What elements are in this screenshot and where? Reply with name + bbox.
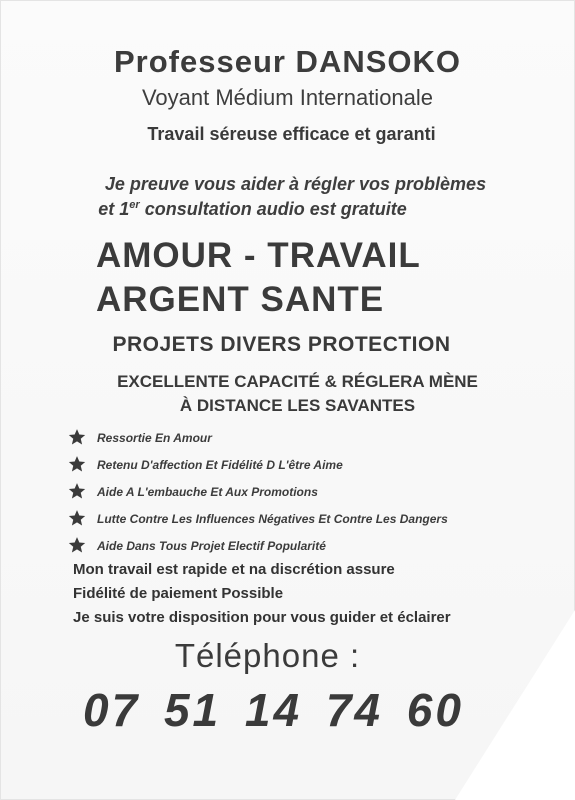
flyer-title: Professeur DANSOKO bbox=[113, 44, 462, 79]
domains-line-1: AMOUR - TRAVAIL bbox=[96, 236, 421, 275]
star-icon bbox=[68, 509, 86, 527]
star-icon bbox=[68, 428, 86, 446]
benefits-list bbox=[68, 428, 548, 563]
capacity-line-2: À DISTANCE LES SAVANTES bbox=[179, 396, 416, 415]
intro-line-1: Je preuve vous aider à régler vos problèmes bbox=[104, 174, 487, 194]
list-item bbox=[68, 482, 548, 509]
capacity-line-1: EXCELLENTE CAPACITÉ & RÉGLERA MÈNE bbox=[117, 372, 478, 391]
intro-line-2-suffix: consultation audio est gratuite bbox=[139, 199, 407, 219]
list-item bbox=[68, 428, 548, 455]
folded-corner bbox=[455, 610, 575, 800]
intro-line-2 bbox=[0, 199, 540, 220]
star-icon bbox=[68, 536, 86, 554]
list-item bbox=[68, 536, 548, 563]
star-icon bbox=[68, 482, 86, 500]
list-item bbox=[68, 509, 548, 536]
intro-line-2-prefix: et 1 bbox=[98, 199, 130, 219]
domains-line-2: ARGENT SANTE bbox=[96, 280, 385, 319]
benefit-label: Ressortie En Amour bbox=[97, 431, 212, 445]
list-item bbox=[68, 455, 548, 482]
benefit-label: Aide A L'embauche Et Aux Promotions bbox=[97, 485, 318, 499]
star-icon bbox=[68, 455, 86, 473]
flyer-subtitle: Voyant Médium Internationale bbox=[141, 85, 434, 110]
phone-number: 07 51 14 74 60 bbox=[83, 684, 464, 736]
phone-label: Téléphone : bbox=[174, 637, 361, 674]
closing-line-1: Mon travail est rapide et na discrétion assure bbox=[73, 561, 395, 578]
intro-line-2-sup: er bbox=[129, 199, 140, 211]
projects-heading: PROJETS DIVERS PROTECTION bbox=[112, 333, 451, 356]
benefit-label: Retenu D'affection Et Fidélité D L'être Aime bbox=[97, 458, 343, 472]
flyer-tagline: Travail séreuse efficace et garanti bbox=[147, 124, 436, 144]
benefit-label: Lutte Contre Les Influences Négatives Et Contre Les Dangers bbox=[97, 512, 448, 526]
benefit-label: Aide Dans Tous Projet Electif Popularité bbox=[97, 539, 326, 553]
closing-line-3: Je suis votre disposition pour vous guider et éclairer bbox=[73, 609, 451, 626]
closing-line-2: Fidélité de paiement Possible bbox=[73, 585, 284, 602]
